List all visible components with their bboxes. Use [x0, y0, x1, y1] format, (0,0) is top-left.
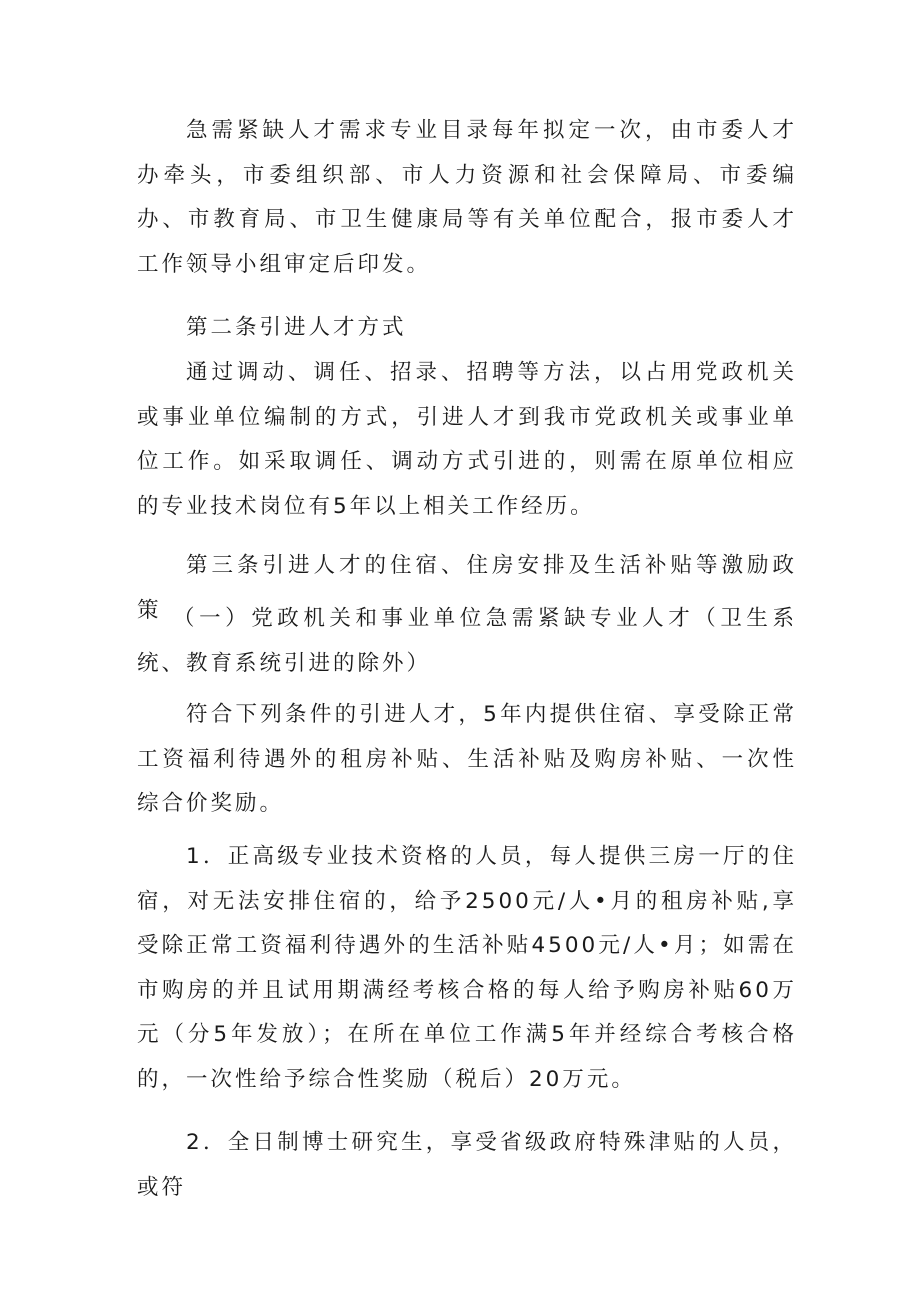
- section-1-heading: （一）党政机关和事业单位急需紧缺专业人才（卫生系统、教育系统引进的除外）: [137, 606, 797, 676]
- item-2-doctorate: 2．全日制博士研究生，享受省级政府特殊津贴的人员，或符: [137, 1130, 797, 1200]
- item-1-senior-title: 1．正高级专业技术资格的人员，每人提供三房一厅的住宿，对无法安排住宿的，给予2500元/人•月的租房补贴,享受除正常工资福利待遇外的生活补贴4500元/人•月；如需在市购房的并且试用期满经考核合格的每人给予购房补贴60万元（分5年发放）；在所在单位工作满5年并经综合考核合格的，一次性给予综合性奖励（税后）20万元。: [137, 844, 797, 1092]
- paragraph-eligibility: 符合下列条件的引进人才，5年内提供住宿、享受除正常工资福利待遇外的租房补贴、生活补贴及购房补贴、一次性综合价奖励。: [137, 702, 797, 817]
- paragraph-introduction-methods: 通过调动、调任、招录、招聘等方法，以占用党政机关或事业单位编制的方式，引进人才到我市党政机关或事业单位工作。如采取调任、调动方式引进的，则需在原单位相应的专业技术岗位有5年以上相关工作经历。: [137, 360, 797, 519]
- article-2-heading: 第二条引进人才方式: [186, 315, 407, 340]
- article-3-heading: 第三条引进人才的住宿、住房安排及生活补贴等激励政策: [137, 553, 797, 623]
- paragraph-talent-catalog: 急需紧缺人才需求专业目录每年拟定一次，由市委人才办牵头，市委组织部、市人力资源和社会保障局、市委编办、市教育局、市卫生健康局等有关单位配合，报市委人才工作领导小组审定后印发。: [137, 118, 797, 277]
